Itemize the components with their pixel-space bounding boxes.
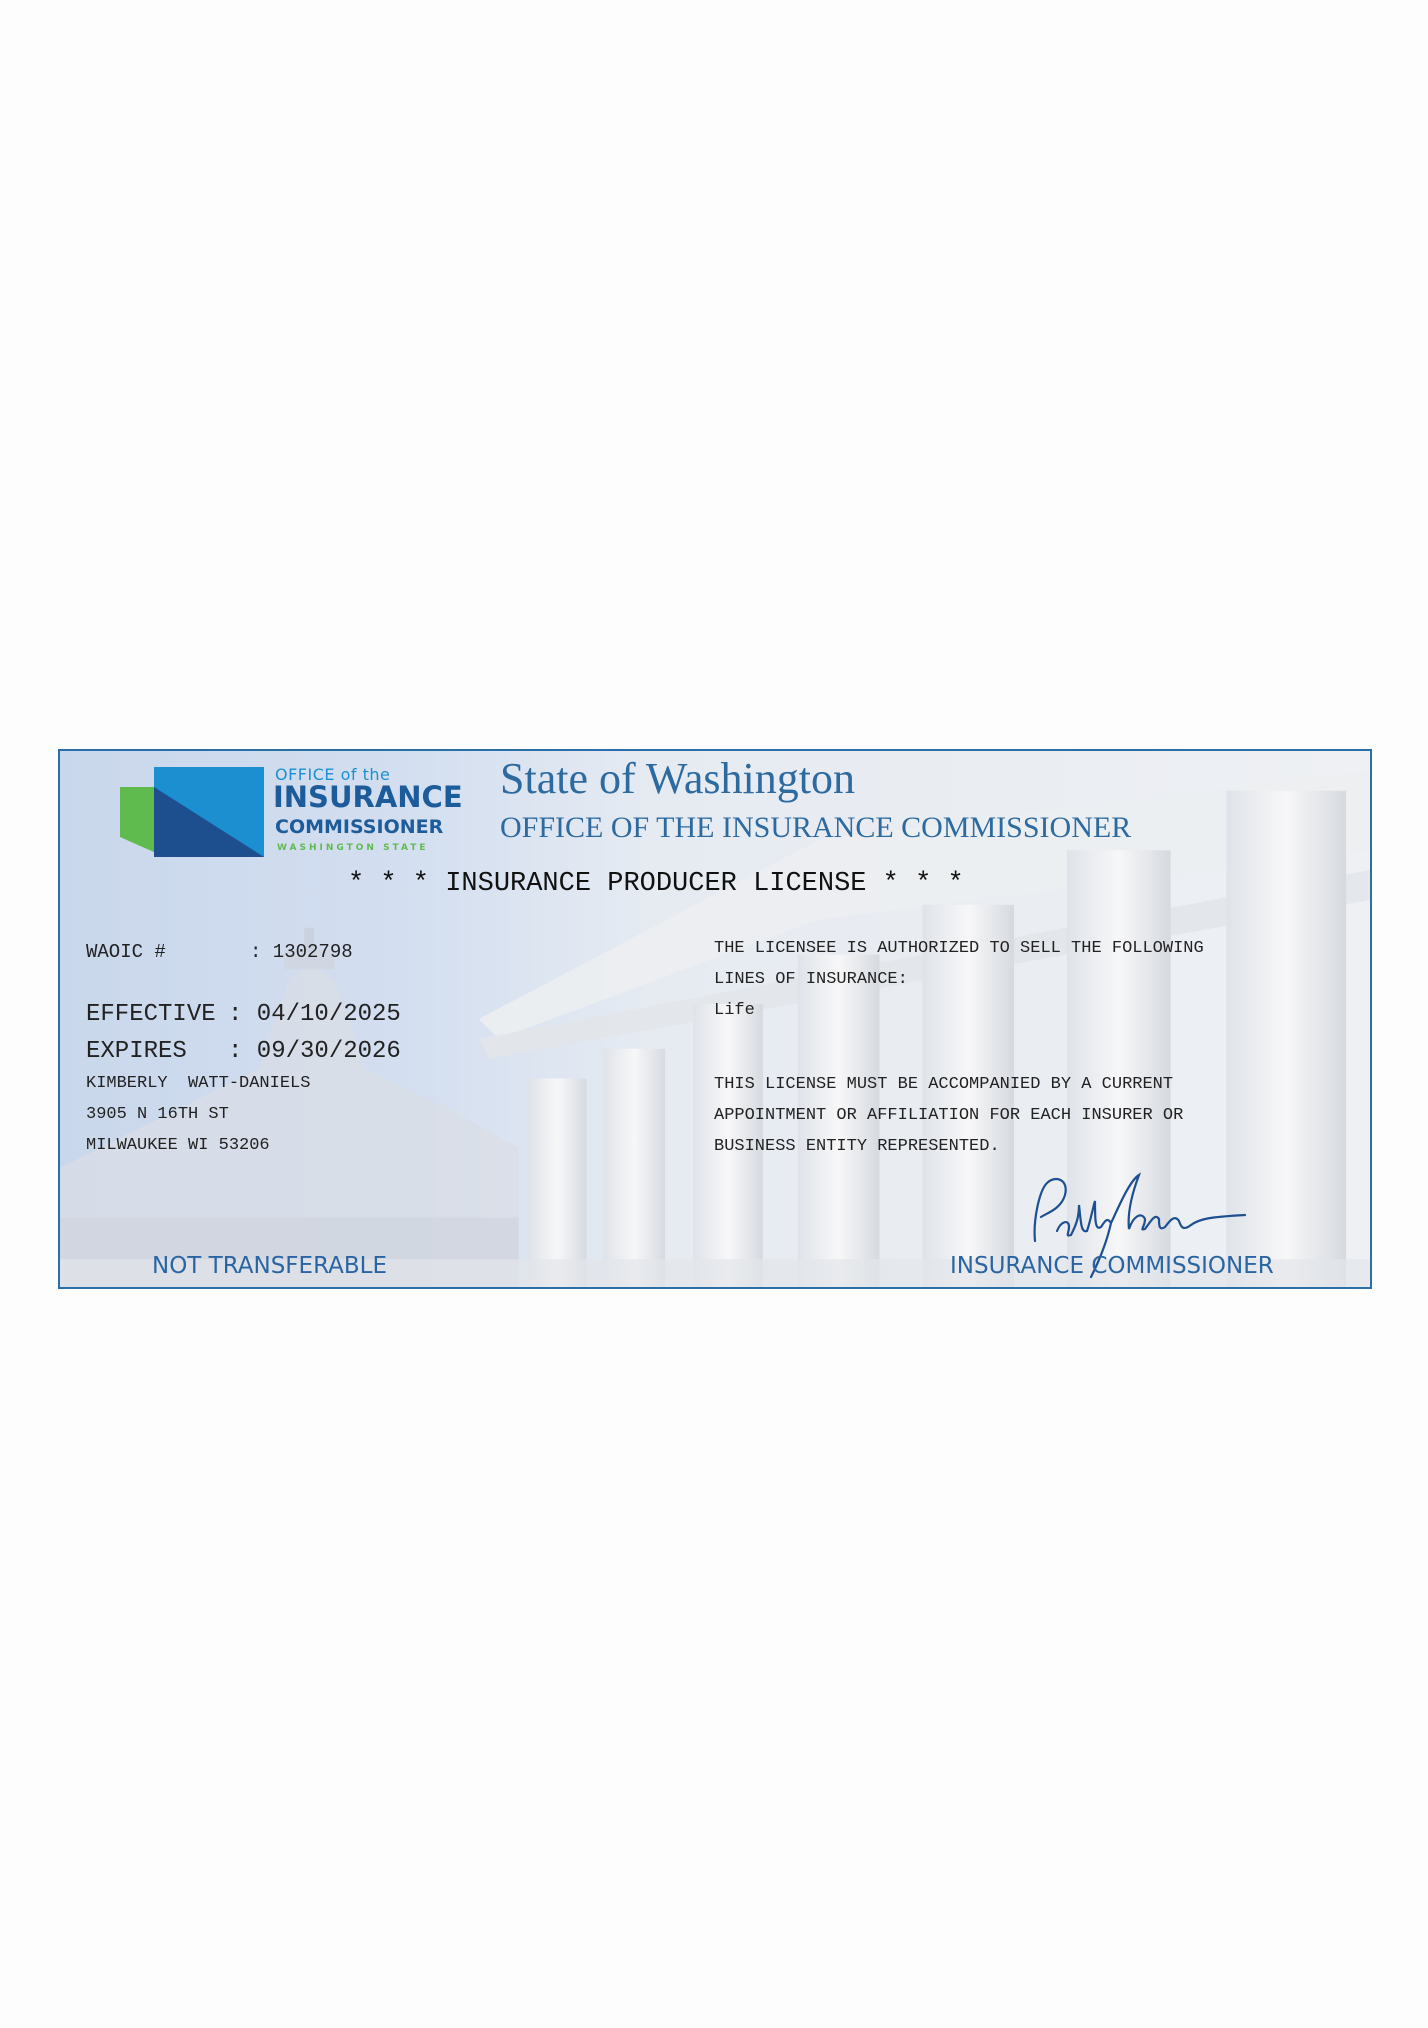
logo-line-commissioner: COMMISSIONER bbox=[275, 816, 444, 838]
insurance-commissioner-label: INSURANCE COMMISSIONER bbox=[950, 1253, 1274, 1279]
waoic-number: : 1302798 bbox=[250, 941, 353, 963]
oic-logo bbox=[120, 765, 480, 865]
office-title: OFFICE OF THE INSURANCE COMMISSIONER bbox=[500, 811, 1132, 844]
logo-line-insurance: INSURANCE bbox=[273, 780, 463, 814]
logo-line-office: OFFICE of the bbox=[275, 765, 391, 784]
licensee-name: KIMBERLY WATT-DANIELS bbox=[86, 1074, 311, 1093]
notice-line1: THIS LICENSE MUST BE ACCOMPANIED BY A CURRENT bbox=[714, 1075, 1174, 1094]
effective-label: EFFECTIVE bbox=[86, 1001, 216, 1028]
oic-logo-mark bbox=[120, 765, 270, 861]
authorization-line2: LINES OF INSURANCE: bbox=[714, 970, 908, 989]
authorization-line1: THE LICENSEE IS AUTHORIZED TO SELL THE FOLLOWING bbox=[714, 939, 1204, 958]
notice-line2: APPOINTMENT OR AFFILIATION FOR EACH INSURER OR bbox=[714, 1106, 1184, 1125]
notice-line3: BUSINESS ENTITY REPRESENTED. bbox=[714, 1137, 1000, 1156]
licensee-address-line2: MILWAUKEE WI 53206 bbox=[86, 1136, 270, 1155]
state-title: State of Washington bbox=[500, 754, 855, 803]
license-title: * * * INSURANCE PRODUCER LICENSE * * * bbox=[348, 869, 964, 899]
logo-line-washington: WASHINGTON STATE bbox=[277, 843, 429, 853]
effective-date: : 04/10/2025 bbox=[228, 1001, 401, 1028]
licensee-address-line1: 3905 N 16TH ST bbox=[86, 1105, 229, 1124]
waoic-label: WAOIC # bbox=[86, 941, 166, 963]
line-of-insurance: Life bbox=[714, 1001, 755, 1020]
insurance-license-card bbox=[58, 749, 1372, 1289]
expires-date: : 09/30/2026 bbox=[228, 1038, 401, 1065]
not-transferable-label: NOT TRANSFERABLE bbox=[152, 1253, 387, 1279]
expires-label: EXPIRES bbox=[86, 1038, 187, 1065]
